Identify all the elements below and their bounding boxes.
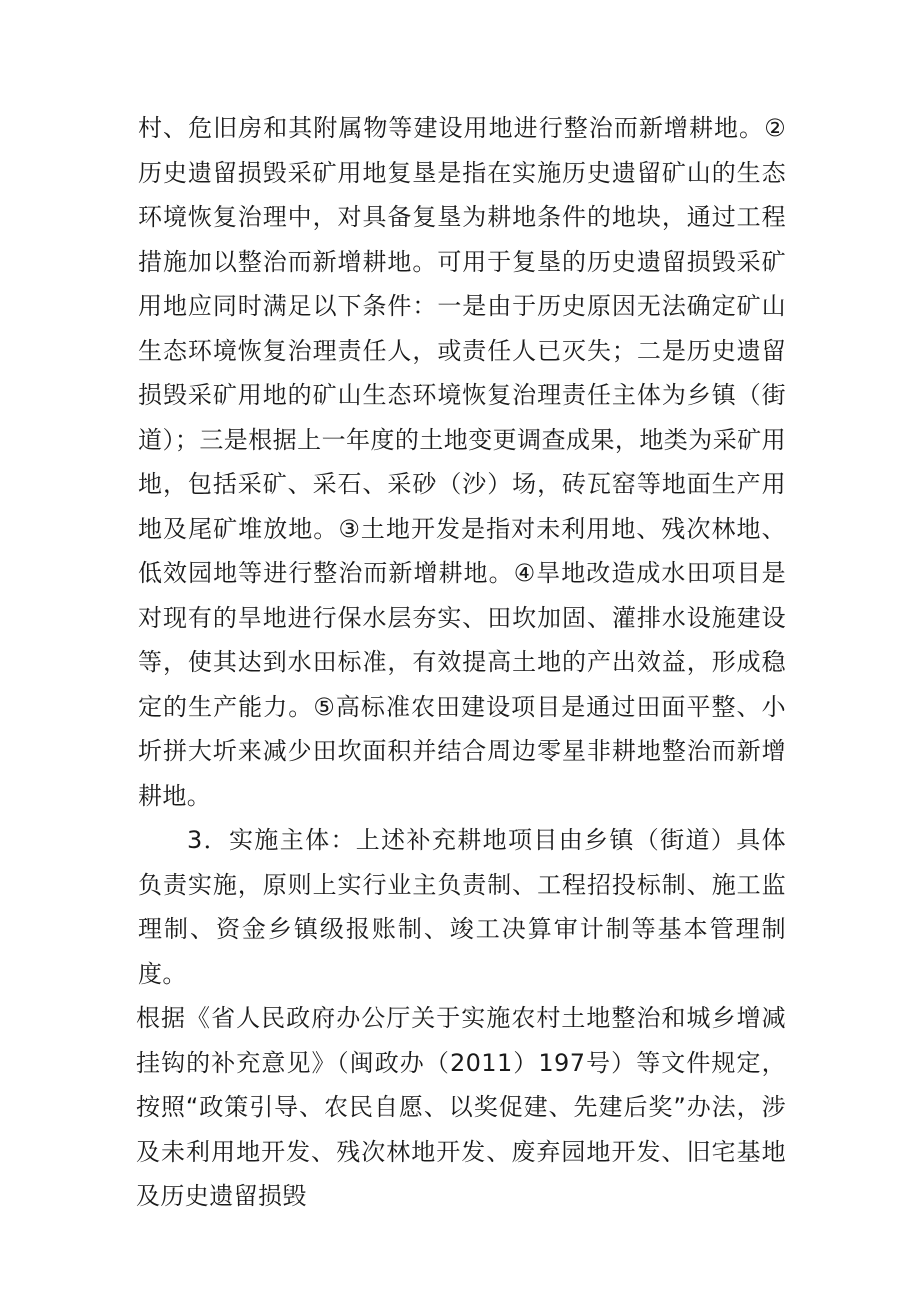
document-body	[138, 106, 786, 1219]
paragraph-land-remediation-types: 村、危旧房和其附属物等建设用地进行整治而新增耕地。②历史遗留损毁采矿用地复垦是指在实施历史遗留矿山的生态环境恢复治理中，对具备复垦为耕地条件的地块，通过工程措施加以整治而新增耕地。可用于复垦的历史遗留损毁采矿用地应同时满足以下条件：一是由于历史原因无法确定矿山生态环境恢复治理责任人，或责任人已灭失；二是历史遗留损毁采矿用地的矿山生态环境恢复治理责任主体为乡镇（街道）；三是根据上一年度的土地变更调查成果，地类为采矿用地，包括采矿、采石、采砂（沙）场，砖瓦窑等地面生产用地及尾矿堆放地。③土地开发是指对未利用地、残次林地、低效园地等进行整治而新增耕地。④旱地改造成水田项目是对现有的旱地进行保水层夯实、田坎加固、灌排水设施建设等，使其达到水田标准，有效提高土地的产出效益，形成稳定的生产能力。⑤高标准农田建设项目是通过田面平整、小圻拼大圻来减少田坎面积并结合周边零星非耕地整治而新增耕地。	[138, 114, 786, 810]
paragraph-policy-basis: 根据《省人民政府办公厅关于实施农村土地整治和城乡增减挂钩的补充意见》（闽政办（2011）197号）等文件规定，按照“政策引导、农民自愿、以奖促建、先建后奖”办法，涉及未利用地开发、残次林地开发、废弃园地开发、旧宅基地及历史遗留损毁	[136, 1004, 786, 1210]
paragraph-implementation-subject: 3．实施主体：上述补充耕地项目由乡镇（街道）具体负责实施，原则上实行业主负责制、工程招投标制、施工监理制、资金乡镇级报账制、竣工决算审计制等基本管理制度。	[138, 826, 786, 988]
